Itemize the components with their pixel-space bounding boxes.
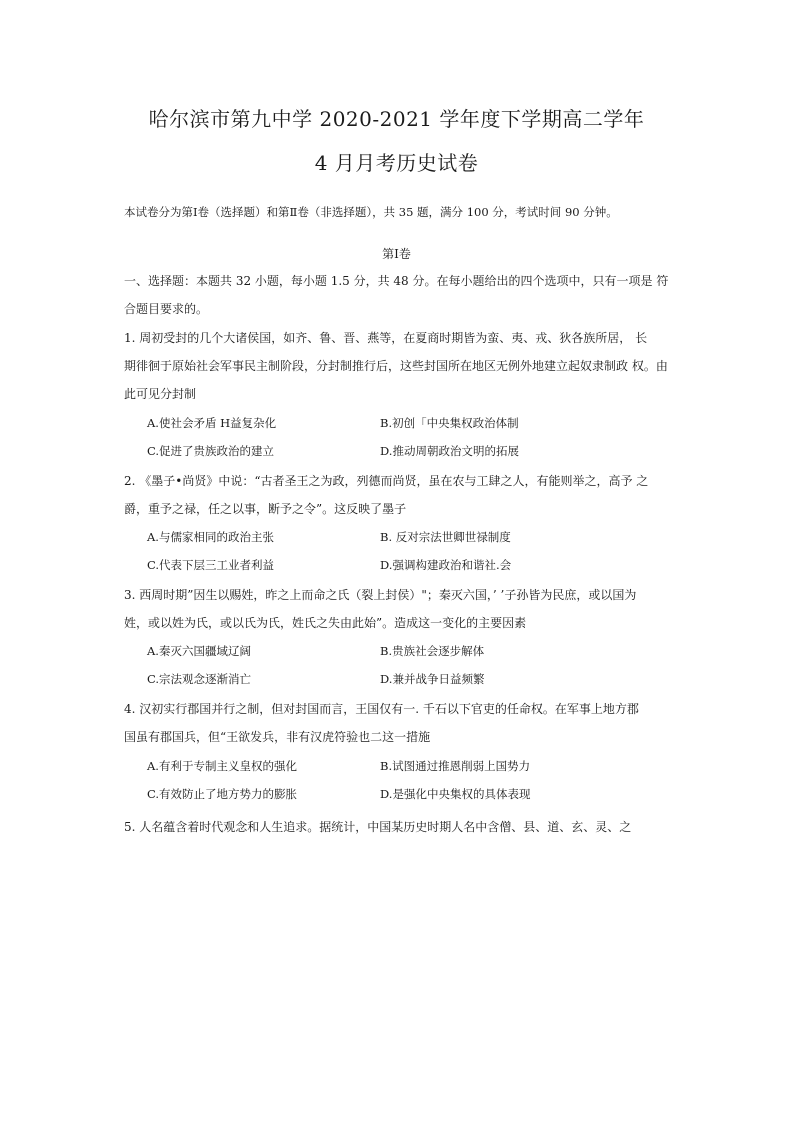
volume-heading: 第Ⅰ卷 xyxy=(382,247,411,261)
option-b: B.初创「中央集权政治体制 xyxy=(380,416,519,430)
option-d: D.推动周朝政治文明的拓展 xyxy=(380,444,519,458)
option-a: A.秦灭六国疆域辽阔 xyxy=(147,644,251,658)
question-text-line: 5. 人名蕴含着时代观念和人生追求。据统计，中国某历史时期人名中含僧、县、道、玄、灵、之 xyxy=(124,820,632,834)
option-a: A.与儒家相同的政治主张 xyxy=(147,530,274,544)
exam-title-line2: 4 月月考历史试卷 xyxy=(314,151,479,175)
section-instructions-line2: 合题目要求的。 xyxy=(124,302,209,316)
question-text-line: 国虽有郡国兵，但“王欲发兵，非有汉虎符验也二这一措施 xyxy=(124,730,431,744)
question-text-line: 爵，重予之禄，任之以事，断予之令”。这反映了墨子 xyxy=(124,502,407,516)
question-text-line: 1. 周初受封的几个大诸侯国，如齐、鲁、晋、燕等，在夏商时期皆为蛮、夷、戎、狄各族所居， 长 xyxy=(124,331,648,345)
option-c: C.代表下层三工业者利益 xyxy=(147,558,275,572)
option-c: C.有效防止了地方势力的膨胀 xyxy=(147,787,298,801)
option-c: C.促进了贵族政治的建立 xyxy=(147,444,275,458)
question-text-line: 此可见分封制 xyxy=(124,387,197,401)
option-d: D.强调构建政治和谐社.会 xyxy=(380,558,512,572)
question-text-line: 姓，或以姓为氏，或以氏为氏，姓氏之失由此始”。造成这一变化的主要因素 xyxy=(124,616,527,630)
option-b: B.试图通过推恩削弱上国势力 xyxy=(380,759,531,773)
option-c: C.宗法观念逐渐消亡 xyxy=(147,672,252,686)
option-a: A.有利于专制主义皇权的强化 xyxy=(147,759,297,773)
question-text-line: 2. 《墨子•尚贤》中说：“古者圣王之为政，列德而尚贤，虽在农与工肆之人，有能则举之，高予 之 xyxy=(124,474,649,488)
option-a: A.使社会矛盾 H益复杂化 xyxy=(147,416,277,430)
option-b: B.贵族社会逐步解体 xyxy=(380,644,485,658)
option-d: D.是强化中央集权的具体表现 xyxy=(380,787,531,801)
option-b: B. 反对宗法世卿世禄制度 xyxy=(380,530,511,544)
section-instructions-line1: 一、选择题：本题共 32 小题，每小题 1.5 分，共 48 分。在每小题给出的四个选项中，只有一项是 符 xyxy=(124,274,669,288)
exam-intro: 本试卷分为第Ⅰ卷（选择题）和第Ⅱ卷（非选择题），共 35 题，满分 100 分，考试时间 90 分钟。 xyxy=(124,205,618,219)
question-text-line: 期徘徊于原始社会军事民主制阶段，分封制推行后，这些封国所在地区无例外地建立起奴隶制政 权。由 xyxy=(124,359,668,373)
question-text-line: 3. 西周时期”因生以赐姓，昨之上而命之氏（裂上封侯）"；秦灭六国，’ ’子孙皆为民庶，或以国为 xyxy=(124,588,637,602)
exam-title-line1: 哈尔滨市第九中学 2020-2021 学年度下学期高二学年 xyxy=(148,107,645,131)
option-d: D.兼并战争日益频繁 xyxy=(380,672,485,686)
question-text-line: 4. 汉初实行郡国并行之制，但对封国而言，王国仅有一. 千石以下官吏的任命权。在军事上地方郡 xyxy=(124,702,639,716)
